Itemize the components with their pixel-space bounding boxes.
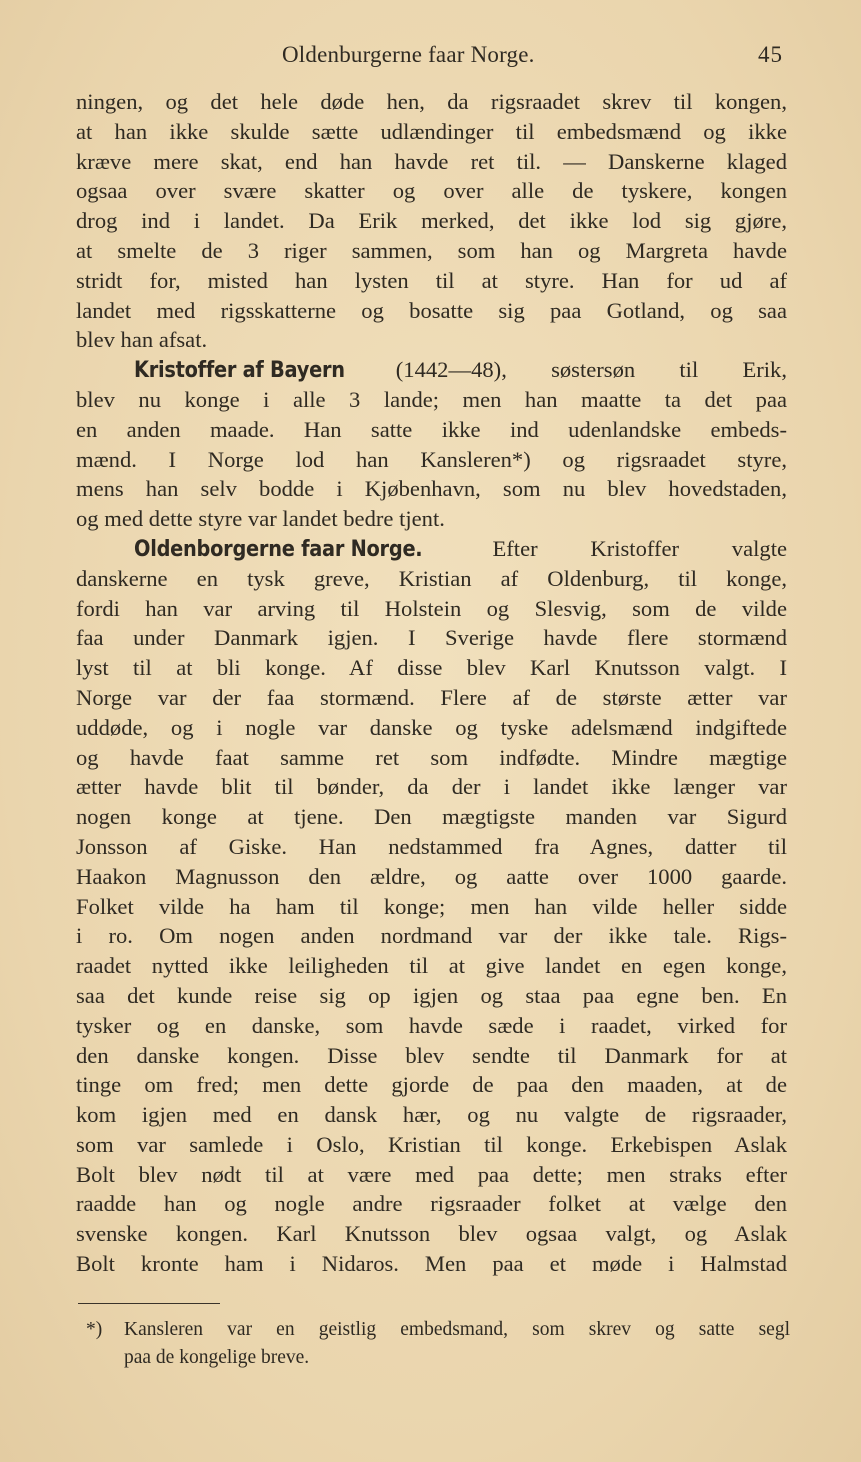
text-line: Haakon Magnusson den ældre, og aatte over 1000 gaarde. xyxy=(76,863,787,889)
text-line: at han ikke skulde sætte udlændinger til embedsmænd og ikke xyxy=(76,118,787,144)
heading-line-rest: (1442—48), søstersøn til Erik, xyxy=(395,357,787,383)
book-page xyxy=(76,0,790,1462)
text-line: svenske kongen. Karl Knutsson blev ogsaa valgt, og Aslak xyxy=(76,1221,787,1247)
text-line: danskerne en tysk greve, Kristian af Oldenburg, til konge, xyxy=(76,565,787,591)
text-line: faa under Danmark igjen. I Sverige havde flere stormænd xyxy=(76,625,787,651)
text-line: som var samlede i Oslo, Kristian til konge. Erkebispen Aslak xyxy=(76,1131,787,1157)
text-line: at smelte de 3 riger sammen, som han og Margreta havde xyxy=(76,237,787,263)
text-line: den danske kongen. Disse blev sendte til Danmark for at xyxy=(76,1042,787,1068)
text-line: Bolt kronte ham i Nidaros. Men paa et møde i Halmstad xyxy=(76,1251,787,1277)
footnote-mark: *) xyxy=(86,1319,103,1340)
text-line: Norge var der faa stormænd. Flere af de største ætter var xyxy=(76,684,787,710)
text-line xyxy=(76,534,787,564)
paragraph-1 xyxy=(76,87,787,355)
text-line: ogsaa over svære skatter og over alle de tyskere, kongen xyxy=(76,178,787,204)
text-line: en anden maade. Han satte ikke ind udenlandske embeds- xyxy=(76,416,787,442)
text-line: fordi han var arving til Holstein og Slesvig, som de vilde xyxy=(76,595,787,621)
text-line: Jonsson af Giske. Han nedstammed fra Agnes, datter til xyxy=(76,833,787,859)
text-line: raadde han og nogle andre rigsraader folket at vælge den xyxy=(76,1191,787,1217)
text-line: saa det kunde reise sig op igjen og staa paa egne ben. En xyxy=(76,982,787,1008)
footnote-line xyxy=(86,1316,790,1344)
text-line: uddøde, og i nogle var danske og tyske adelsmænd indgiftede xyxy=(76,714,787,740)
section-heading-oldenborgerne: Oldenborgerne faar Norge. xyxy=(134,536,423,562)
running-head-title: Oldenburgerne faar Norge. xyxy=(282,42,535,67)
text-line: Folket vilde ha ham til konge; men han vilde heller sidde xyxy=(76,893,787,919)
text-line: drog ind i landet. Da Erik merked, det ikke lod sig gjøre, xyxy=(76,208,787,234)
paragraph-3 xyxy=(76,534,787,1279)
text-line: tinge om fred; men dette gjorde de paa den maaden, at de xyxy=(76,1072,787,1098)
heading-line-rest: Efter Kristoffer valgte xyxy=(492,535,787,561)
running-head xyxy=(76,38,787,72)
text-line: mens han selv bodde i Kjøbenhavn, som nu blev hovedstaden, xyxy=(76,476,787,502)
text-line: og havde faat samme ret som indfødte. Mindre mægtige xyxy=(76,744,787,770)
text-line: og med dette styre var landet bedre tjent. xyxy=(76,506,445,532)
footnote xyxy=(86,1316,790,1372)
footnote-divider xyxy=(78,1303,220,1304)
text-line: nogen konge at tjene. Den mægtigste manden var Sigurd xyxy=(76,804,787,830)
text-line: i ro. Om nogen anden nordmand var der ikke tale. Rigs- xyxy=(76,923,787,949)
text-line: raadet nytted ikke leiligheden til at give landet en egen konge, xyxy=(76,953,787,979)
text-line: Bolt blev nødt til at være med paa dette; men straks efter xyxy=(76,1161,787,1187)
text-line: tysker og en danske, som havde sæde i raadet, virked for xyxy=(76,1012,787,1038)
paragraph-2 xyxy=(76,355,787,534)
text-line: kræve mere skat, end han havde ret til. — Danskerne klaged xyxy=(76,148,787,174)
section-heading-kristoffer: Kristoffer af Bayern xyxy=(134,358,345,384)
text-line: kom igjen med en dansk hær, og nu valgte de rigsraader, xyxy=(76,1102,787,1128)
footnote-line: paa de kongelige breve. xyxy=(124,1347,310,1368)
text-line: lyst til at bli konge. Af disse blev Karl Knutsson valgt. I xyxy=(76,655,787,681)
text-line: blev han afsat. xyxy=(76,327,208,353)
text-line: ætter havde blit til bønder, da der i landet ikke længer var xyxy=(76,774,787,800)
text-line xyxy=(76,355,787,385)
page-number: 45 xyxy=(758,42,783,67)
footnote-text: Kansleren var en geistlig embedsmand, som skrev og satte segl xyxy=(124,1319,790,1340)
body-text xyxy=(76,87,787,1279)
text-line: stridt for, misted han lysten til at styre. Han for ud af xyxy=(76,267,787,293)
text-line: blev nu konge i alle 3 lande; men han maatte ta det paa xyxy=(76,386,787,412)
text-line: ningen, og det hele døde hen, da rigsraadet skrev til kongen, xyxy=(76,89,787,114)
text-line: mænd. I Norge lod han Kansleren*) og rigsraadet styre, xyxy=(76,446,787,472)
text-line: landet med rigsskatterne og bosatte sig paa Gotland, og saa xyxy=(76,297,787,323)
